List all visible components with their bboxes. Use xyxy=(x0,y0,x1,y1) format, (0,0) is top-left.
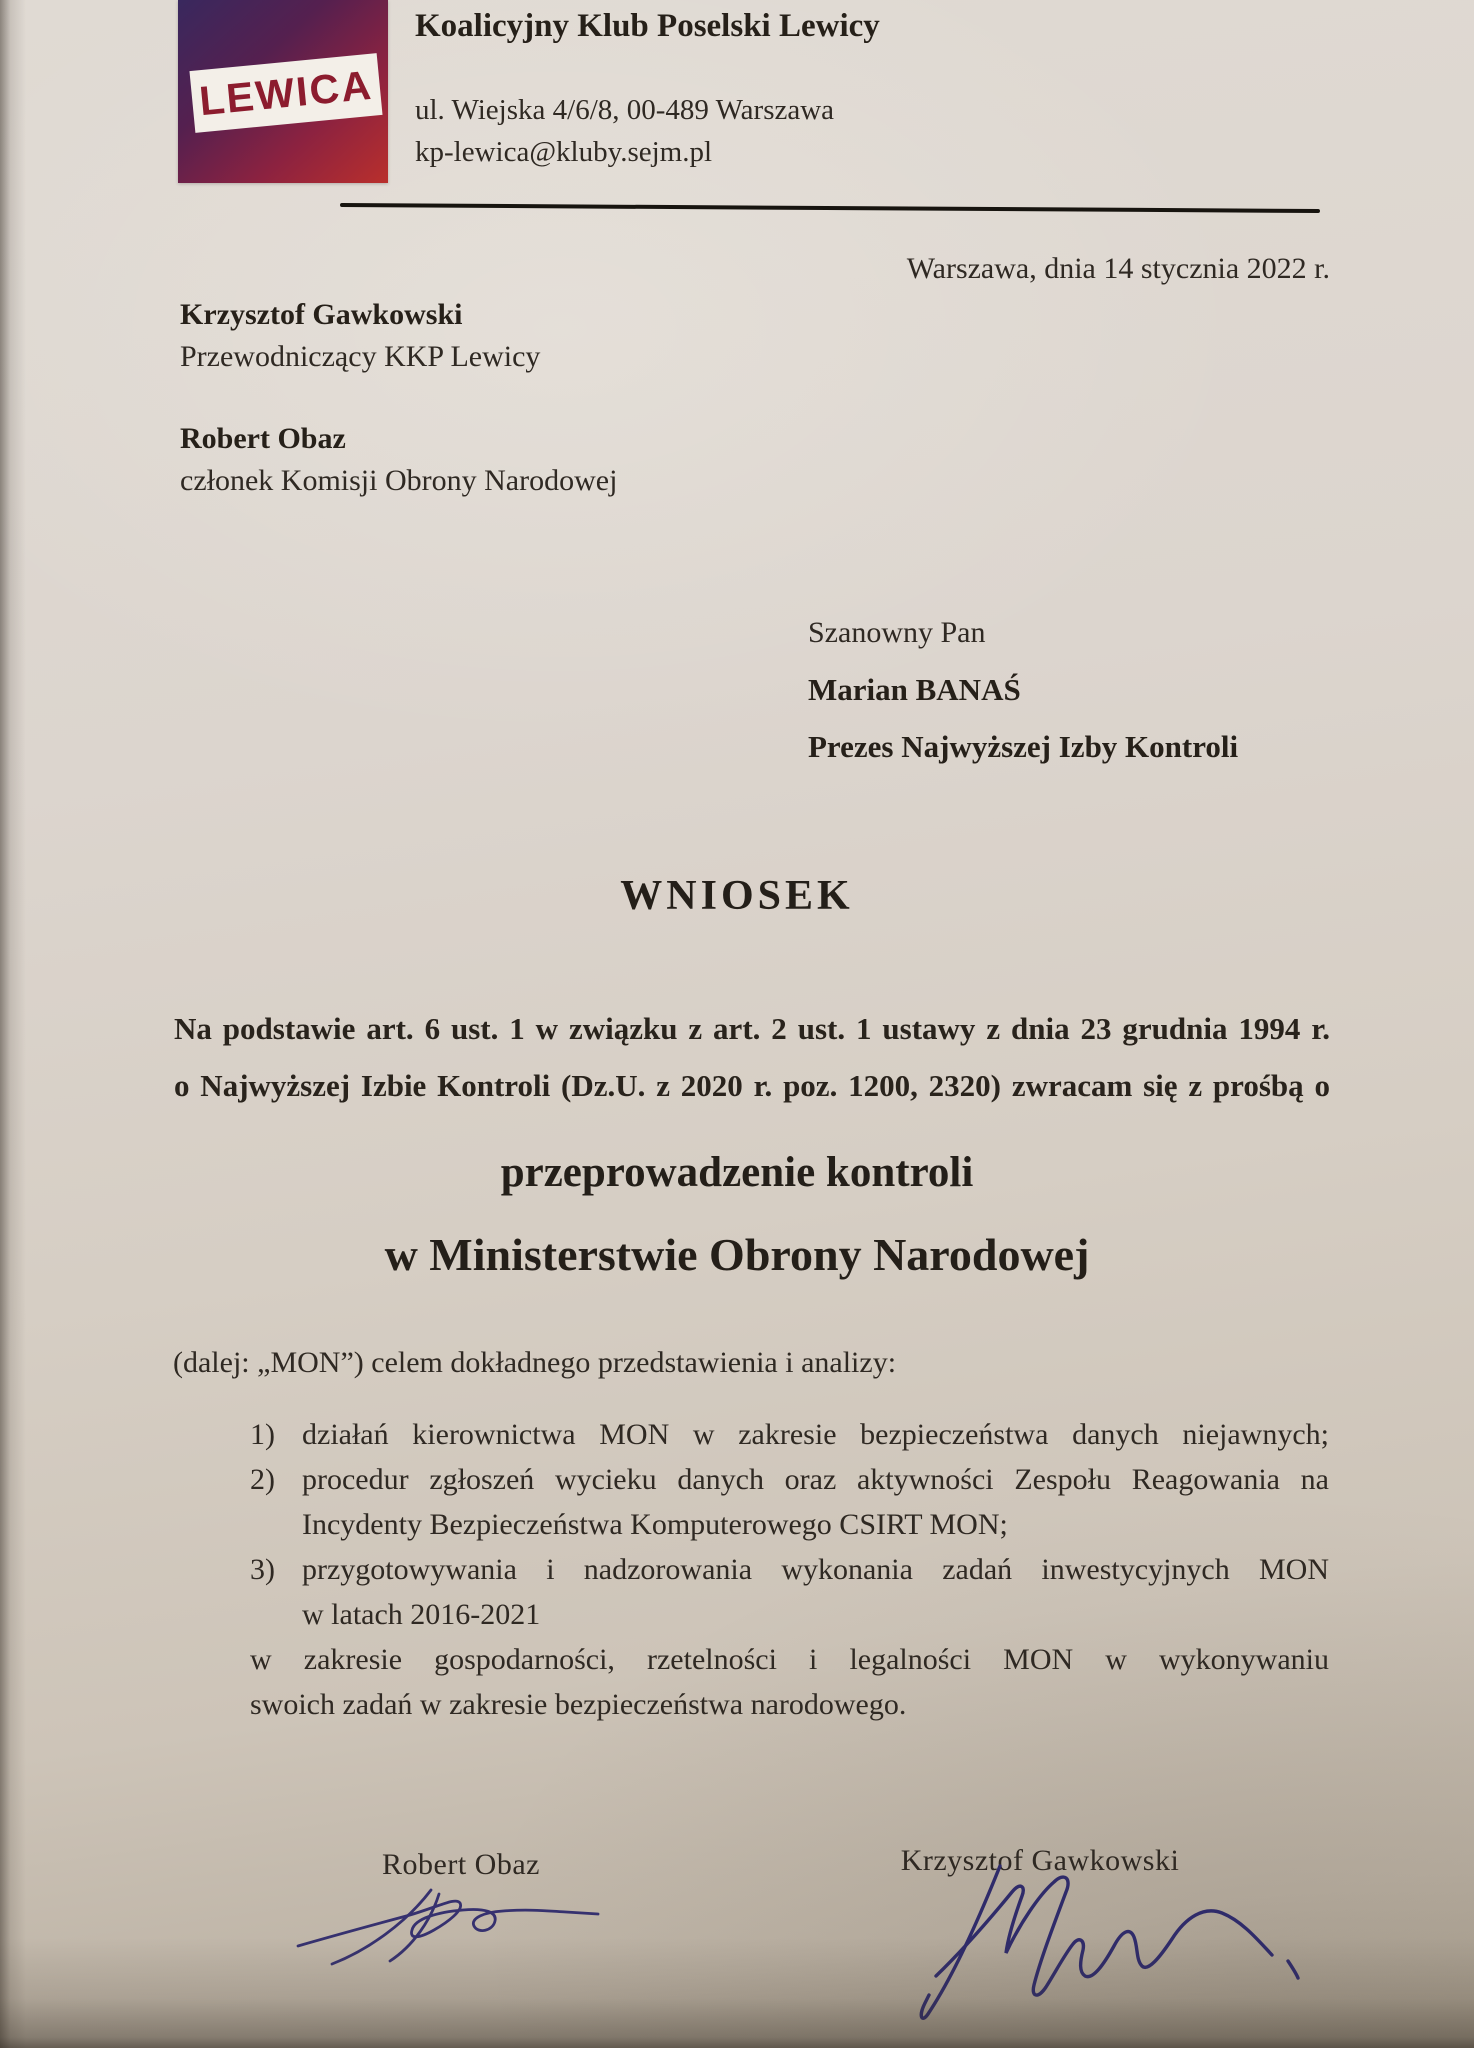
intro-line: o Najwyższej Izbie Kontroli (Dz.U. z 2020 r. poz. 1200, 2320) zwracam się z prośbą o xyxy=(174,1068,1330,1103)
closing-paragraph xyxy=(250,1637,1329,1727)
org-address-line1: ul. Wiejska 4/6/8, 00-489 Warszawa xyxy=(415,94,835,126)
sender-role: Przewodniczący KKP Lewicy xyxy=(180,340,541,373)
recipient-block xyxy=(808,604,1238,775)
closing-line: w zakresie gospodarności, rzetelności i legalności MON w wykonywaniu xyxy=(250,1643,1329,1676)
intro-line: Na podstawie art. 6 ust. 1 w związku z art. 2 ust. 1 ustawy z dnia 23 grudnia 1994 r. xyxy=(174,1011,1330,1046)
lewica-logo-band xyxy=(189,53,382,133)
org-address-line2: kp-lewica@kluby.sejm.pl xyxy=(415,136,713,168)
request-heading-line1: przeprowadzenie kontroli xyxy=(500,1149,974,1196)
list-item-line: w latach 2016-2021 xyxy=(302,1598,541,1631)
signature-label-robert-obaz: Robert Obaz xyxy=(382,1848,540,1881)
list-item-line: działań kierownictwa MON w zakresie bezpieczeństwa danych niejawnych; xyxy=(302,1418,1329,1451)
sender-role: członek Komisji Obrony Narodowej xyxy=(180,464,618,497)
list-item xyxy=(250,1412,1329,1457)
list-item-line: procedur zgłoszeń wycieku danych oraz aktywności Zespołu Reagowania na xyxy=(302,1463,1329,1496)
robert-obaz-signature xyxy=(288,1878,612,1974)
list-item-number: 1) xyxy=(250,1418,275,1451)
request-list xyxy=(250,1412,1329,1727)
sender-name: Krzysztof Gawkowski xyxy=(180,298,463,331)
lewica-logo xyxy=(178,0,388,183)
recipient-title: Prezes Najwyższej Izby Kontroli xyxy=(808,729,1239,764)
date-line: Warszawa, dnia 14 stycznia 2022 r. xyxy=(906,252,1330,285)
list-item-number: 3) xyxy=(250,1553,275,1586)
krzysztof-gawkowski-signature xyxy=(888,1856,1332,2038)
list-item-line: przygotowywania i nadzorowania wykonania zadań inwestycyjnych MON xyxy=(302,1553,1329,1586)
sender-name: Robert Obaz xyxy=(180,422,346,455)
list-item xyxy=(250,1457,1329,1547)
request-heading-line2: w Ministerstwie Obrony Narodowej xyxy=(384,1229,1090,1280)
lewica-logo-text: LEWICA xyxy=(197,61,375,124)
recipient-name: Marian BANAŚ xyxy=(808,672,1021,707)
signature-label-krzysztof-gawkowski: Krzysztof Gawkowski xyxy=(900,1844,1180,1877)
intro-paragraph xyxy=(174,1000,1330,1114)
header-rule xyxy=(340,203,1320,213)
list-item-line: Incydenty Bezpieczeństwa Komputerowego CSIRT MON; xyxy=(302,1508,1008,1541)
list-item-number: 2) xyxy=(250,1463,275,1496)
closing-line: swoich zadań w zakresie bezpieczeństwa narodowego. xyxy=(250,1688,907,1721)
recipient-salutation: Szanowny Pan xyxy=(808,616,986,649)
document-title: WNIOSEK xyxy=(620,873,854,919)
clarification-line: (dalej: „MON”) celem dokładnego przedstawienia i analizy: xyxy=(173,1346,897,1379)
org-name: Koalicyjny Klub Poselski Lewicy xyxy=(415,8,880,44)
list-item xyxy=(250,1547,1329,1637)
